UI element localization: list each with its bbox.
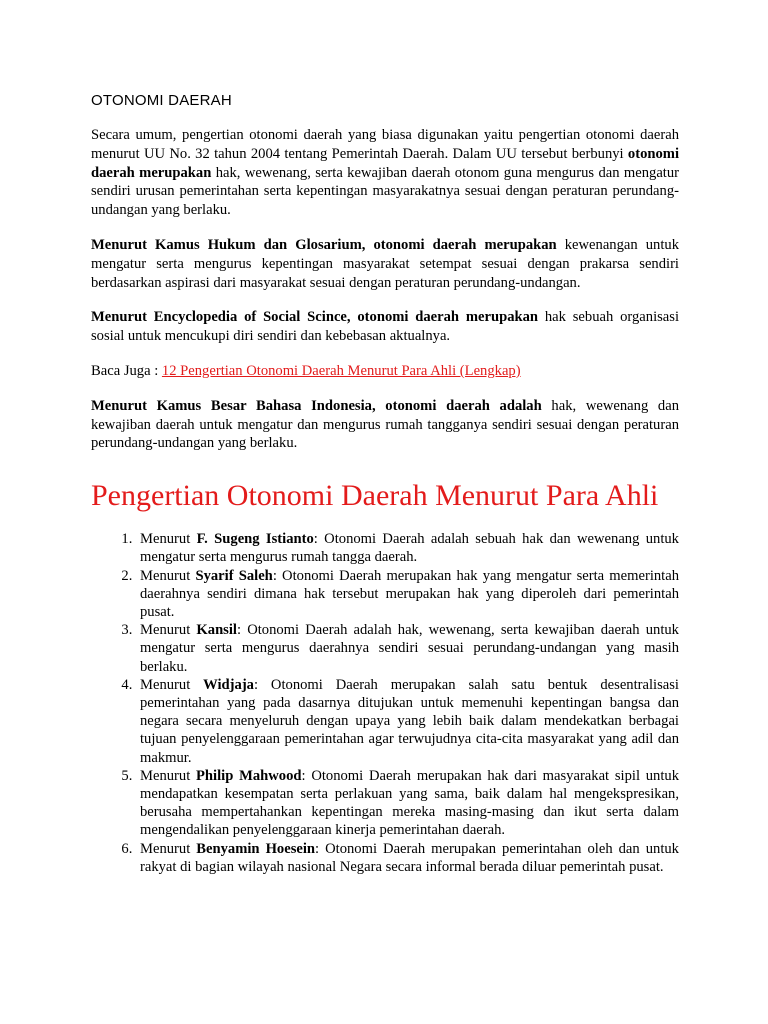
expert-name: Philip Mahwood	[196, 767, 302, 784]
baca-juga-line	[91, 362, 679, 381]
paragraph-kamus-hukum	[91, 236, 679, 292]
related-article-link[interactable]: 12 Pengertian Otonomi Daerah Menurut Para Ahli (Lengkap)	[161, 362, 521, 379]
bold-phrase: Menurut Kamus Hukum dan Glosarium, otonomi daerah merupakan	[91, 236, 557, 253]
list-item	[136, 530, 679, 566]
list-item-prefix: Menurut	[140, 676, 204, 693]
paragraph-text: hak, wewenang dan kewajiban daerah untuk mengatur dan mengurus rumah tangganya sendiri sesuai dengan peraturan perundang-undangan yang berlaku.	[91, 397, 680, 452]
paragraph-text: Secara umum, pengertian otonomi daerah yang biasa digunakan yaitu pengertian otonomi daerah menurut UU No. 32 tahun 2004 tentang Pemerintah Daerah. Dalam UU tersebut berbunyi	[91, 127, 679, 162]
bold-phrase: otonomi daerah merupakan	[91, 145, 679, 181]
bold-phrase: Menurut Encyclopedia of Social Scince, otonomi daerah merupakan	[91, 309, 539, 326]
baca-juga-label: Baca Juga :	[91, 362, 162, 379]
list-item-prefix: Menurut	[140, 622, 197, 639]
list-item	[136, 767, 679, 840]
list-item-prefix: Menurut	[140, 567, 196, 584]
list-item-prefix: Menurut	[140, 531, 197, 548]
list-item-prefix: Menurut	[140, 767, 197, 784]
paragraph-text: kewenangan untuk mengatur serta mengurus kepentingan masyarakat setempat sesuai dengan prakarsa sendiri berdasarkan aspirasi dari masyarakat sesuai dengan peraturan perundang-undangan.	[91, 236, 679, 291]
list-item-text: : Otonomi Daerah adalah hak, wewenang, serta kewajiban daerah untuk mengatur serta mengurus daerahnya sendiri sesuai perundang-undangan yang masih berlaku.	[140, 622, 679, 675]
list-item-text: : Otonomi Daerah merupakan hak yang mengatur serta memerintah daerahnya sendiri dimana hak tersebut merupakan hak yang diperoleh dari pemerintah pusat.	[140, 567, 680, 620]
list-item-text: : Otonomi Daerah merupakan hak dari masyarakat sipil untuk mendapatkan kesempatan serta perlakuan yang sama, baik dalam hal mengekspresikan, berusaha mempertahankan kepentingan mereka masing-masing dan ikut serta dalam mengendalikan penyelenggaraan kinerja pemerintahan daerah.	[140, 767, 679, 839]
list-item-text: : Otonomi Daerah merupakan salah satu bentuk desentralisasi pemerintahan yang pada dasarnya ditujukan untuk memenuhi kepentingan bangsa dan negara secara menyeluruh dengan upaya yang lebih baik dalam mendekatkan berbagai tujuan penyelenggaraan pemerintahan agar terwujudnya cita-cita masyarakat yang adil dan makmur.	[140, 676, 679, 766]
document-heading: OTONOMI DAERAH	[91, 92, 232, 109]
expert-name: Syarif Saleh	[195, 567, 273, 584]
expert-name: F. Sugeng Istianto	[196, 531, 314, 548]
paragraph-text: hak sebuah organisasi sosial untuk mencukupi diri sendiri dan kebebasan aktualnya.	[91, 309, 680, 345]
section-title: Pengertian Otonomi Daerah Menurut Para Ahli	[91, 479, 659, 513]
expert-name: Benyamin Hoesein	[196, 840, 316, 857]
expert-name: Widjaja	[203, 676, 254, 693]
experts-list	[91, 530, 679, 876]
paragraph-uu-definition	[91, 126, 679, 220]
list-item	[136, 567, 679, 622]
bold-phrase: Menurut Kamus Besar Bahasa Indonesia, otonomi daerah adalah	[91, 397, 542, 414]
paragraph-kbbi	[91, 397, 679, 453]
list-item-prefix: Menurut	[140, 840, 197, 857]
paragraph-text: hak, wewenang, serta kewajiban daerah otonom guna mengurus dan mengatur sendiri urusan pemerintahan serta kepentingan masyarakatnya sesuai dengan peraturan perundang-undangan yang berlaku.	[91, 164, 680, 219]
list-item-text: : Otonomi Daerah adalah sebuah hak dan wewenang untuk mengatur serta mengurus rumah tangga daerah.	[140, 531, 679, 566]
list-item	[136, 676, 679, 767]
expert-name: Kansil	[196, 622, 237, 639]
paragraph-encyclopedia	[91, 308, 679, 346]
list-item	[136, 621, 679, 676]
list-item	[136, 840, 679, 876]
list-item-text: : Otonomi Daerah merupakan pemerintahan oleh dan untuk rakyat di bagian wilayah nasional Negara secara informal berada diluar pemerintah pusat.	[140, 840, 679, 875]
